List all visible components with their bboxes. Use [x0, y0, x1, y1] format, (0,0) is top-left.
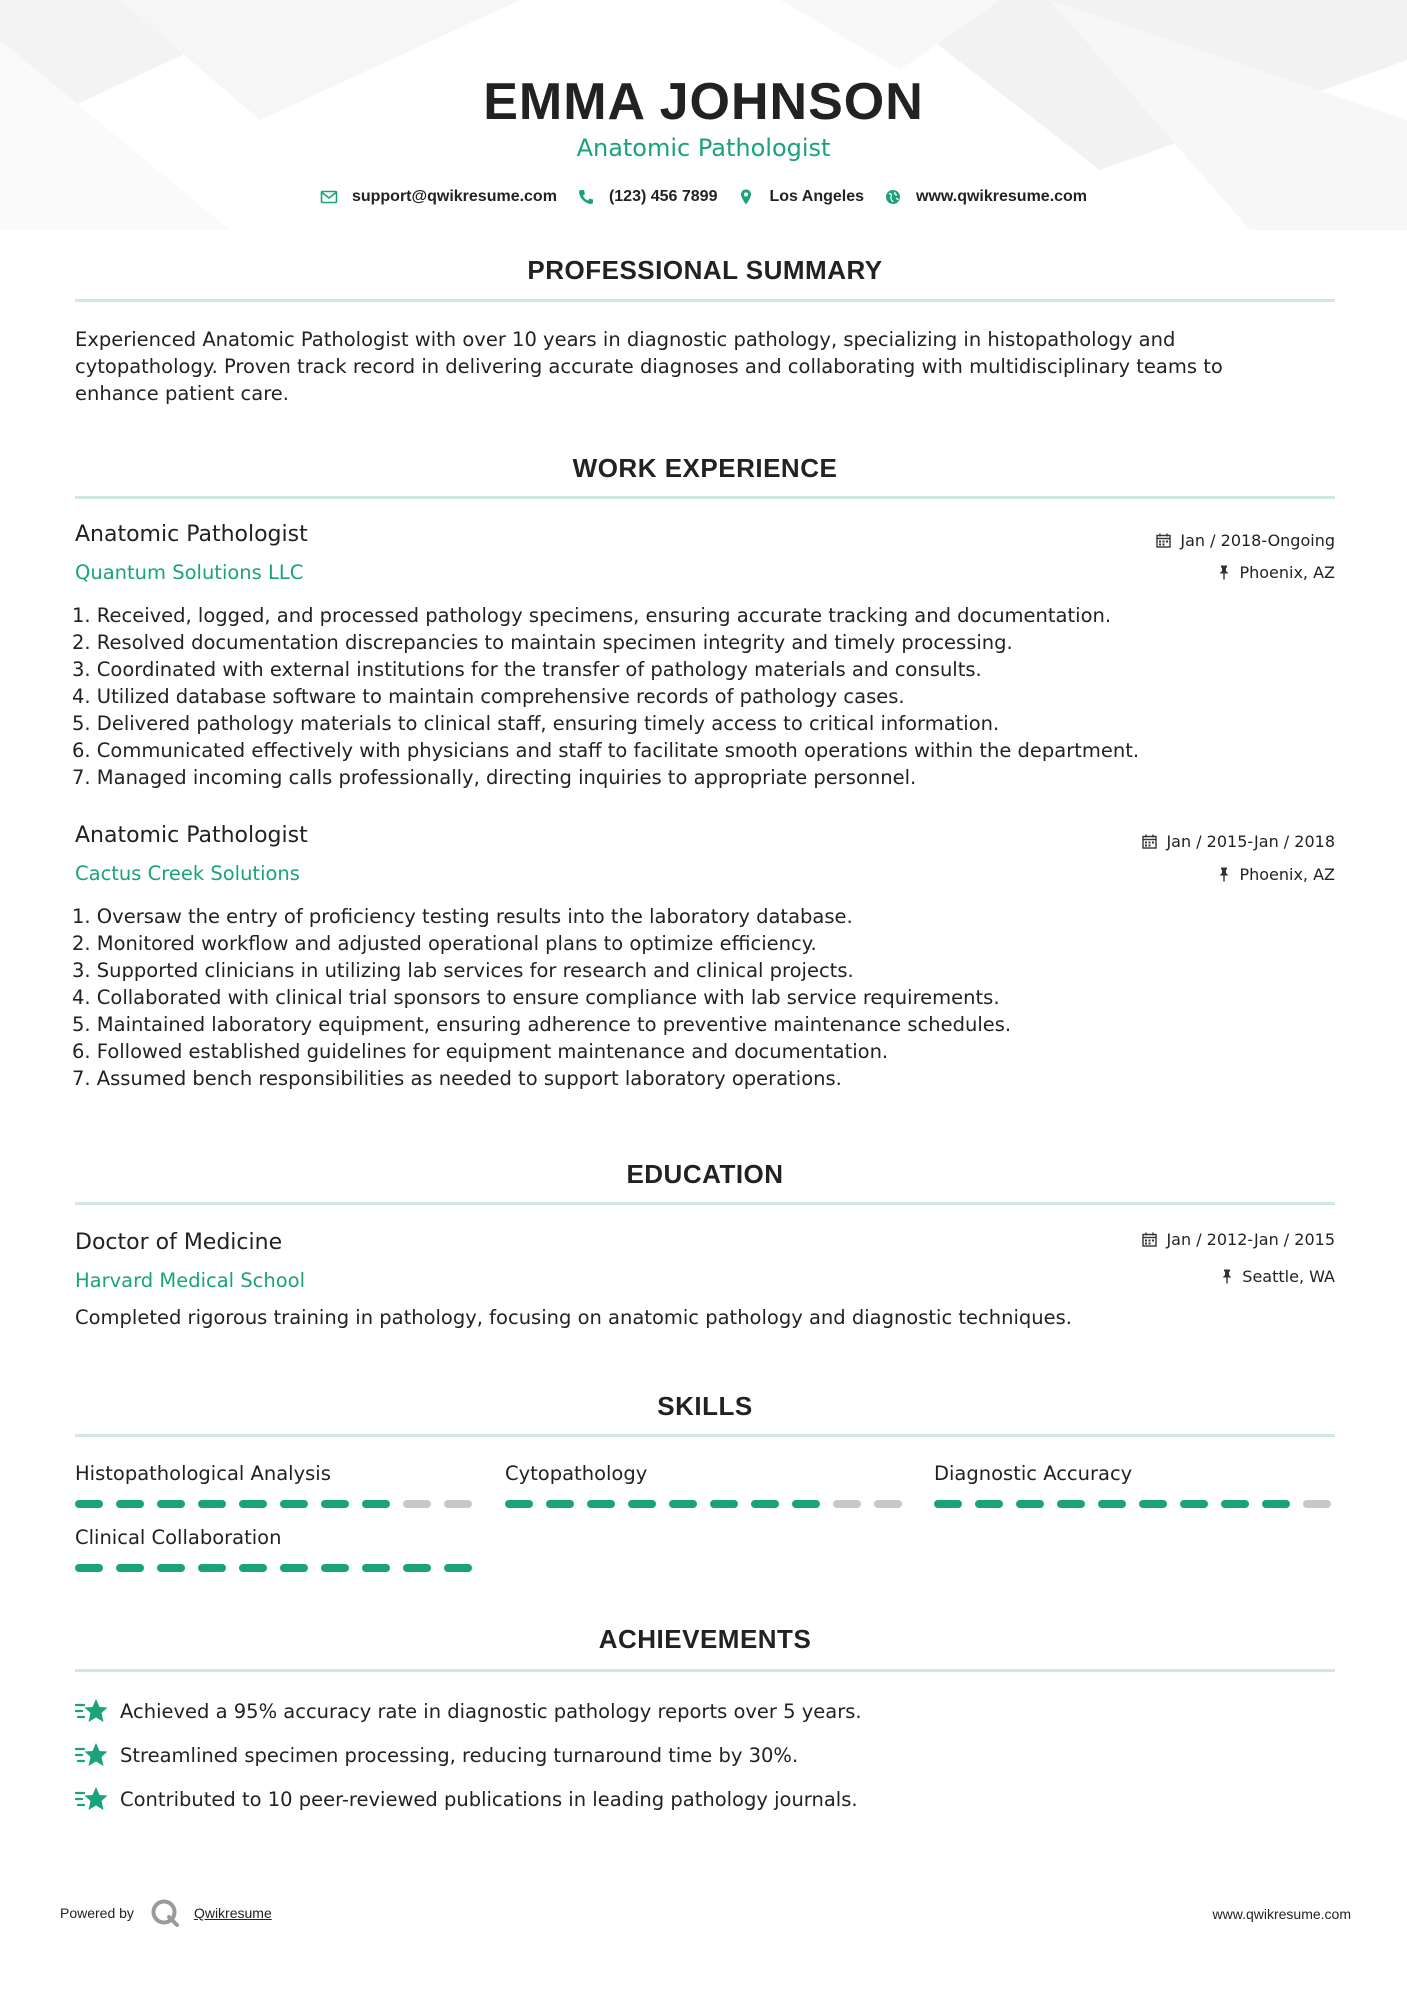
skill-dash-filled [116, 1564, 144, 1572]
list-item: 1. Oversaw the entry of proficiency testing results into the laboratory database. [72, 905, 853, 928]
calendar-icon [1142, 1232, 1157, 1247]
skill-name: Cytopathology [505, 1462, 648, 1485]
summary-line: enhance patient care. [75, 382, 289, 405]
candidate-name: EMMA JOHNSON [483, 73, 924, 131]
education-location-text: Seattle, WA [1242, 1267, 1335, 1286]
skill-dash-empty [1303, 1500, 1331, 1508]
skill-dash-empty [444, 1500, 472, 1508]
footer-website-link[interactable]: www.qwikresume.com [1212, 1906, 1351, 1922]
list-item: 1. Received, logged, and processed pathology specimens, ensuring accurate tracking and documentation. [72, 604, 1112, 627]
email-text: support@qwikresume.com [351, 188, 557, 205]
skill-level-bar [75, 1500, 475, 1508]
globe-icon [884, 188, 902, 206]
skill-dash-filled [975, 1500, 1003, 1508]
achievement-text: Contributed to 10 peer-reviewed publications in leading pathology journals. [120, 1787, 858, 1811]
skill-dash-filled [198, 1500, 226, 1508]
phone-text: (123) 456 7899 [608, 188, 718, 205]
list-item: 3. Coordinated with external institutions for the transfer of pathology materials and consults. [72, 658, 982, 681]
skill-dash-filled [710, 1500, 738, 1508]
list-item: 5. Maintained laboratory equipment, ensuring adherence to preventive maintenance schedules. [72, 1013, 1012, 1036]
contact-email[interactable] [320, 188, 557, 206]
section-divider [75, 1669, 1335, 1672]
skill-dash-filled [321, 1564, 349, 1572]
list-item: 2. Resolved documentation discrepancies to maintain specimen integrity and timely processing. [72, 631, 1013, 654]
education-dates [1142, 1230, 1335, 1249]
skill-dash-filled [792, 1500, 820, 1508]
list-item: 3. Supported clinicians in utilizing lab services for research and clinical projects. [72, 959, 854, 982]
job-dates [1156, 531, 1335, 550]
achievement-item [75, 1697, 862, 1725]
skill-dash-filled [505, 1500, 533, 1508]
envelope-icon [320, 188, 338, 206]
job-location [1218, 563, 1335, 582]
job-dates-text: Jan / 2015-Jan / 2018 [1166, 832, 1335, 851]
list-item: 2. Monitored workflow and adjusted operational plans to optimize efficiency. [72, 932, 817, 955]
contact-bar [0, 188, 1407, 206]
degree-title: Doctor of Medicine [75, 1230, 283, 1255]
pushpin-icon [1218, 867, 1230, 882]
section-title-achievements: ACHIEVEMENTS [598, 1624, 812, 1654]
list-item: 6. Followed established guidelines for equipment maintenance and documentation. [72, 1040, 889, 1063]
star-badge-icon [75, 1741, 108, 1769]
website-text: www.qwikresume.com [916, 188, 1088, 205]
list-item: 4. Utilized database software to maintain comprehensive records of pathology cases. [72, 685, 905, 708]
skill-dash-filled [116, 1500, 144, 1508]
skill-dash-filled [280, 1564, 308, 1572]
skill-dash-filled [75, 1500, 103, 1508]
skill-dash-filled [1098, 1500, 1126, 1508]
section-divider [75, 299, 1335, 302]
skill-dash-empty [403, 1500, 431, 1508]
section-title-skills: SKILLS [657, 1391, 753, 1421]
job-location-text: Phoenix, AZ [1239, 865, 1335, 884]
pushpin-icon [1218, 565, 1230, 580]
skill-dash-filled [546, 1500, 574, 1508]
location-text: Los Angeles [769, 188, 865, 205]
job-title: Anatomic Pathologist [75, 823, 308, 848]
skill-dash-filled [934, 1500, 962, 1508]
skill-dash-filled [75, 1564, 103, 1572]
list-item: 7. Managed incoming calls professionally, directing inquiries to appropriate personnel. [72, 766, 917, 789]
skill-dash-filled [280, 1500, 308, 1508]
skill-dash-filled [1221, 1500, 1249, 1508]
job-responsibilities [72, 903, 1332, 1092]
pushpin-icon [1221, 1269, 1233, 1284]
qwikresume-logo-icon [150, 1898, 180, 1928]
skill-dash-filled [362, 1500, 390, 1508]
job-location-text: Phoenix, AZ [1239, 563, 1335, 582]
list-item: 5. Delivered pathology materials to clinical staff, ensuring timely access to critical information. [72, 712, 1000, 735]
skill-name: Histopathological Analysis [75, 1462, 331, 1485]
skill-dash-filled [362, 1564, 390, 1572]
skill-dash-filled [628, 1500, 656, 1508]
skill-item [75, 1526, 475, 1572]
section-title-education: EDUCATION [626, 1159, 784, 1189]
skill-item [934, 1462, 1334, 1508]
job-responsibilities [72, 602, 1332, 791]
skill-dash-empty [874, 1500, 902, 1508]
skill-dash-filled [157, 1500, 185, 1508]
skill-dash-filled [1180, 1500, 1208, 1508]
summary-text [75, 326, 1335, 407]
list-item: 6. Communicated effectively with physicians and staff to facilitate smooth operations within the department. [72, 739, 1140, 762]
job-title: Anatomic Pathologist [75, 522, 308, 547]
skill-level-bar [505, 1500, 905, 1508]
skill-dash-empty [833, 1500, 861, 1508]
powered-by-label: Powered by [60, 1905, 134, 1921]
phone-icon [577, 188, 595, 206]
skill-dash-filled [1016, 1500, 1044, 1508]
footer-powered-by [60, 1898, 272, 1928]
qwikresume-link[interactable]: Qwikresume [193, 1905, 272, 1921]
contact-phone[interactable] [577, 188, 718, 206]
skill-level-bar [75, 1564, 475, 1572]
star-badge-icon [75, 1785, 108, 1813]
skill-dash-filled [239, 1564, 267, 1572]
achievement-item [75, 1741, 798, 1769]
job-location [1218, 865, 1335, 884]
skill-item [75, 1462, 475, 1508]
section-divider [75, 1202, 1335, 1205]
skill-dash-filled [751, 1500, 779, 1508]
skill-dash-filled [587, 1500, 615, 1508]
skill-dash-filled [1139, 1500, 1167, 1508]
star-badge-icon [75, 1697, 108, 1725]
list-item: 7. Assumed bench responsibilities as needed to support laboratory operations. [72, 1067, 842, 1090]
skill-dash-filled [444, 1564, 472, 1572]
candidate-role: Anatomic Pathologist [576, 134, 831, 162]
skill-dash-filled [403, 1564, 431, 1572]
education-location [1221, 1267, 1335, 1286]
skill-dash-filled [157, 1564, 185, 1572]
section-divider [75, 1434, 1335, 1437]
contact-location [737, 188, 864, 206]
achievement-text: Streamlined specimen processing, reducing turnaround time by 30%. [120, 1743, 799, 1767]
summary-line: Experienced Anatomic Pathologist with over 10 years in diagnostic pathology, specializing in histopathology and [75, 328, 1176, 351]
contact-website[interactable] [884, 188, 1087, 206]
list-item: 4. Collaborated with clinical trial sponsors to ensure compliance with lab service requirements. [72, 986, 1000, 1009]
school-name: Harvard Medical School [75, 1269, 306, 1292]
achievement-text: Achieved a 95% accuracy rate in diagnostic pathology reports over 5 years. [120, 1699, 862, 1723]
skill-dash-filled [239, 1500, 267, 1508]
education-description: Completed rigorous training in pathology, focusing on anatomic pathology and diagnostic techniques. [75, 1306, 1072, 1329]
skill-dash-filled [669, 1500, 697, 1508]
section-divider [75, 496, 1335, 499]
achievement-item [75, 1785, 858, 1813]
skill-level-bar [934, 1500, 1334, 1508]
calendar-icon [1156, 533, 1171, 548]
section-title-summary: PROFESSIONAL SUMMARY [527, 255, 883, 285]
skill-dash-filled [1262, 1500, 1290, 1508]
map-pin-icon [737, 188, 755, 206]
calendar-icon [1142, 834, 1157, 849]
skill-name: Clinical Collaboration [75, 1526, 282, 1549]
job-dates [1142, 832, 1335, 851]
company-name: Cactus Creek Solutions [75, 862, 300, 885]
job-dates-text: Jan / 2018-Ongoing [1180, 531, 1335, 550]
skill-dash-filled [198, 1564, 226, 1572]
skill-dash-filled [1057, 1500, 1085, 1508]
summary-line: cytopathology. Proven track record in delivering accurate diagnoses and collaborating with multidisciplinary teams to [75, 355, 1223, 378]
skill-item [505, 1462, 905, 1508]
skill-dash-filled [321, 1500, 349, 1508]
section-title-experience: WORK EXPERIENCE [572, 453, 838, 483]
education-dates-text: Jan / 2012-Jan / 2015 [1166, 1230, 1335, 1249]
skill-name: Diagnostic Accuracy [934, 1462, 1133, 1485]
company-name: Quantum Solutions LLC [75, 561, 304, 584]
